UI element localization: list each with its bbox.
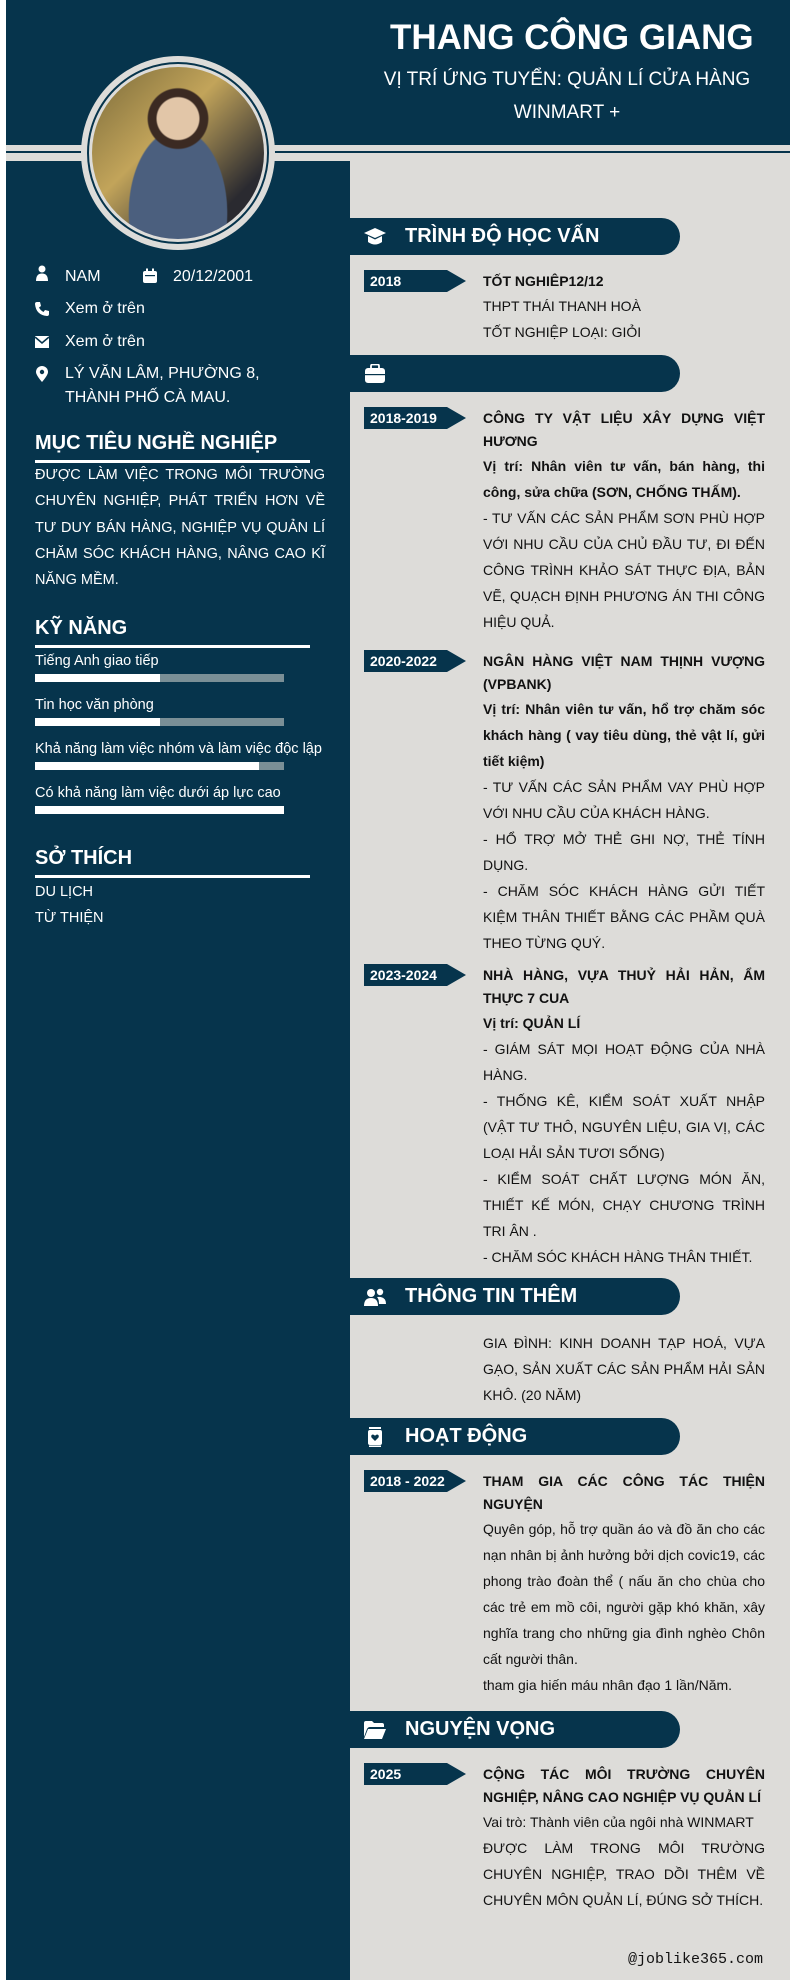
- year: 2018-2019: [370, 410, 437, 426]
- section-header-aspirations: [350, 1711, 680, 1748]
- section-title: TRÌNH ĐỘ HỌC VẤN: [405, 225, 600, 247]
- section-header-additional-info: [350, 1278, 680, 1315]
- experience-entry: [364, 650, 766, 964]
- watermark: @joblike365.com: [627, 1951, 763, 1968]
- objective-text: ĐƯỢC LÀM VIỆC TRONG MÔI TRƯỜNG CHUYÊN NGHIỆP, PHÁT TRIỂN HƠN VỀ TƯ DUY BÁN HÀNG, NGHIỆP VỤ QUẢN LÍ CHĂM SÓC KHÁCH HÀNG, NÂNG CAO KĨ NĂNG MỀM.: [35, 467, 325, 589]
- briefcase-icon: [364, 364, 386, 384]
- entry-title: NGÂN HÀNG VIỆT NAM THỊNH VƯỢNG (VPBANK): [483, 653, 765, 692]
- year-tag: [364, 1470, 466, 1492]
- hobby-item: TỪ THIỆN: [35, 910, 104, 926]
- entry-line: - CHĂM SÓC KHÁCH HÀNG GỬI TIẾT KIỆM THÂN THIẾT BẰNG CÁC PHẦM QUÀ THEO TỪNG QUÝ.: [483, 883, 765, 951]
- graduation-cap-icon: [364, 227, 386, 247]
- folder-open-icon: [364, 1720, 386, 1740]
- location-pin-icon: [34, 366, 50, 382]
- experience-entry: [364, 407, 766, 650]
- skill-label: Tin học văn phòng: [35, 697, 154, 713]
- entry-role: Vị trí: QUẢN LÍ: [483, 1015, 581, 1031]
- skill-bar: [35, 674, 284, 682]
- entry-title: CÔNG TY VẬT LIỆU XÂY DỰNG VIỆT HƯƠNG: [483, 410, 765, 449]
- skill-label: Có khả năng làm việc dưới áp lực cao: [35, 785, 281, 801]
- user-icon: [34, 265, 50, 281]
- additional-entry: [364, 1330, 766, 1418]
- year-tag: [364, 650, 466, 672]
- gender: NAM: [65, 268, 101, 285]
- year: 2025: [370, 1766, 402, 1782]
- skill-bar: [35, 718, 284, 726]
- hobbies-heading: SỞ THÍCH: [35, 847, 133, 869]
- entry-line: - GIÁM SÁT MỌI HOẠT ĐỘNG CỦA NHÀ HÀNG.: [483, 1041, 765, 1083]
- skill-bar-fill: [35, 718, 160, 726]
- entry-line: - CHĂM SÓC KHÁCH HÀNG THÂN THIẾT.: [483, 1249, 753, 1265]
- users-icon: [364, 1287, 386, 1307]
- entry-line: - TƯ VẤN CÁC SẢN PHẨM SƠN PHÙ HỢP VỚI NHU CẦU CỦA CHỦ ĐẦU TƯ, ĐI ĐẾN CÔNG TRÌNH KHẢO SÁT THỰC ĐỊA, BẢN VẼ, QUẠCH ĐỊNH PHƯƠNG ÁN THI CÔNG HIỆU QUẢ.: [483, 510, 765, 630]
- skill-bar: [35, 806, 284, 814]
- year-tag: [364, 407, 466, 429]
- year-tag: [364, 964, 466, 986]
- activity-entry: [364, 1470, 766, 1711]
- education-entry: [364, 270, 766, 355]
- skill-bar: [35, 762, 284, 770]
- section-title: HOẠT ĐỘNG: [405, 1425, 528, 1447]
- entry-title: TỐT NGHIÊP12/12: [483, 273, 604, 289]
- entry-title: CỘNG TÁC MÔI TRƯỜNG CHUYÊN NGHIỆP, NÂNG CAO NGHIỆP VỤ QUẢN LÍ: [483, 1766, 765, 1805]
- year-tag: [364, 1763, 466, 1785]
- year: 2018: [370, 273, 402, 289]
- entry-role: Vị trí: Nhân viên tư vấn, hổ trợ chăm sóc khách hàng ( vay tiêu dùng, thẻ vật lí, gửi tiết kiệm): [483, 701, 765, 769]
- address: LÝ VĂN LÂM, PHƯỜNG 8, THÀNH PHỐ CÀ MAU.: [65, 365, 260, 406]
- year: 2023-2024: [370, 967, 437, 983]
- skill-label: Tiếng Anh giao tiếp: [35, 653, 159, 669]
- experience-entry: [364, 964, 766, 1278]
- section-header-activities: [350, 1418, 680, 1455]
- position-line-2: WINMART +: [513, 102, 621, 123]
- donation-jar-icon: [364, 1427, 386, 1447]
- main-content: [350, 218, 790, 1921]
- avatar: [92, 67, 264, 239]
- entry-line: TỐT NGHIỆP LOẠI: GIỎI: [483, 324, 642, 340]
- additional-text: GIA ĐÌNH: KINH DOANH TẠP HOÁ, VỰA GẠO, SẢN XUẤT CÁC SẢN PHẨM HẢI SẢN KHÔ. (20 NĂM): [483, 1335, 765, 1403]
- entry-line: Vai trò: Thành viên của ngôi nhà WINMART: [483, 1814, 754, 1830]
- entry-line: - HỔ TRỢ MỞ THẺ GHI NỢ, THẺ TÍNH DỤNG.: [483, 831, 765, 873]
- position-line-1: VỊ TRÍ ỨNG TUYỂN: QUẢN LÍ CỬA HÀNG: [383, 69, 751, 90]
- email: Xem ở trên: [65, 333, 145, 350]
- entry-line: THPT THÁI THANH HOÀ: [483, 298, 641, 314]
- phone: Xem ở trên: [65, 300, 145, 317]
- section-title: THÔNG TIN THÊM: [405, 1285, 578, 1307]
- skill-bar-fill: [35, 806, 284, 814]
- section-header-education: [350, 218, 680, 255]
- entry-role: Vị trí: Nhân viên tư vấn, bán hàng, thi công, sửa chữa (SƠN, CHỐNG THẤM).: [483, 458, 765, 500]
- aspiration-entry: [364, 1763, 766, 1921]
- skill-bar-fill: [35, 674, 160, 682]
- skills-heading: KỸ NĂNG: [35, 617, 128, 639]
- entry-line: - THỐNG KÊ, KIỂM SOÁT XUẤT NHẬP (VẬT TƯ THÔ, NGUYÊN LIỆU, GIA VỊ, CÁC LOẠI HẢI SẢN TƯƠI SỐNG): [483, 1093, 765, 1161]
- section-title: NGUYỆN VỌNG: [405, 1718, 556, 1740]
- calendar-icon: [142, 268, 158, 284]
- hobby-item: DU LỊCH: [35, 884, 94, 900]
- entry-line: Quyên góp, hỗ trợ quần áo và đồ ăn cho các nạn nhân bị ảnh hưởng bởi dịch covic19, các phong trào đoàn thể ( nấu ăn cho chùa cho các trẻ em mồ côi, người gặp khó khăn, xây nghĩa trang cho những gia đình nghèo Chôn cất người thân.: [483, 1521, 765, 1667]
- email-icon: [34, 334, 50, 350]
- entry-title: NHÀ HÀNG, VỰA THUỶ HẢI HẢN, ẨM THỰC 7 CUA: [483, 967, 765, 1006]
- year: 2020-2022: [370, 653, 437, 669]
- skill-bar-fill: [35, 762, 259, 770]
- entry-title: THAM GIA CÁC CÔNG TÁC THIỆN NGUYỆN: [483, 1473, 765, 1512]
- section-header-experience: [350, 355, 680, 392]
- year: 2018 - 2022: [370, 1473, 445, 1489]
- skills-divider: [35, 645, 310, 648]
- hobbies-divider: [35, 875, 310, 878]
- entry-line: - TƯ VẤN CÁC SẢN PHẨM VAY PHÙ HỢP VỚI NHU CẦU CỦA KHÁCH HÀNG.: [483, 779, 765, 821]
- candidate-name: THANG CÔNG GIANG: [390, 18, 754, 57]
- skill-label: Khả năng làm việc nhóm và làm việc độc lập: [35, 741, 322, 757]
- year-tag: [364, 270, 466, 292]
- entry-line: ĐƯỢC LÀM TRONG MÔI TRƯỜNG CHUYÊN NGHIỆP, TRAO DỒI THÊM VỀ CHUYÊN MÔN QUẢN LÍ, ĐÚNG SỞ THÍCH.: [483, 1840, 765, 1908]
- objective-heading: MỤC TIÊU NGHỀ NGHIỆP: [35, 432, 278, 454]
- phone-icon: [34, 301, 50, 317]
- entry-line: - KIỂM SOÁT CHẤT LƯỢNG MÓN ĂN, THIẾT KẾ MÓN, CHẠY CHƯƠNG TRÌNH TRI ÂN .: [483, 1171, 765, 1239]
- birthday: 20/12/2001: [173, 268, 254, 285]
- entry-line: tham gia hiến máu nhân đạo 1 lần/Năm.: [483, 1677, 733, 1693]
